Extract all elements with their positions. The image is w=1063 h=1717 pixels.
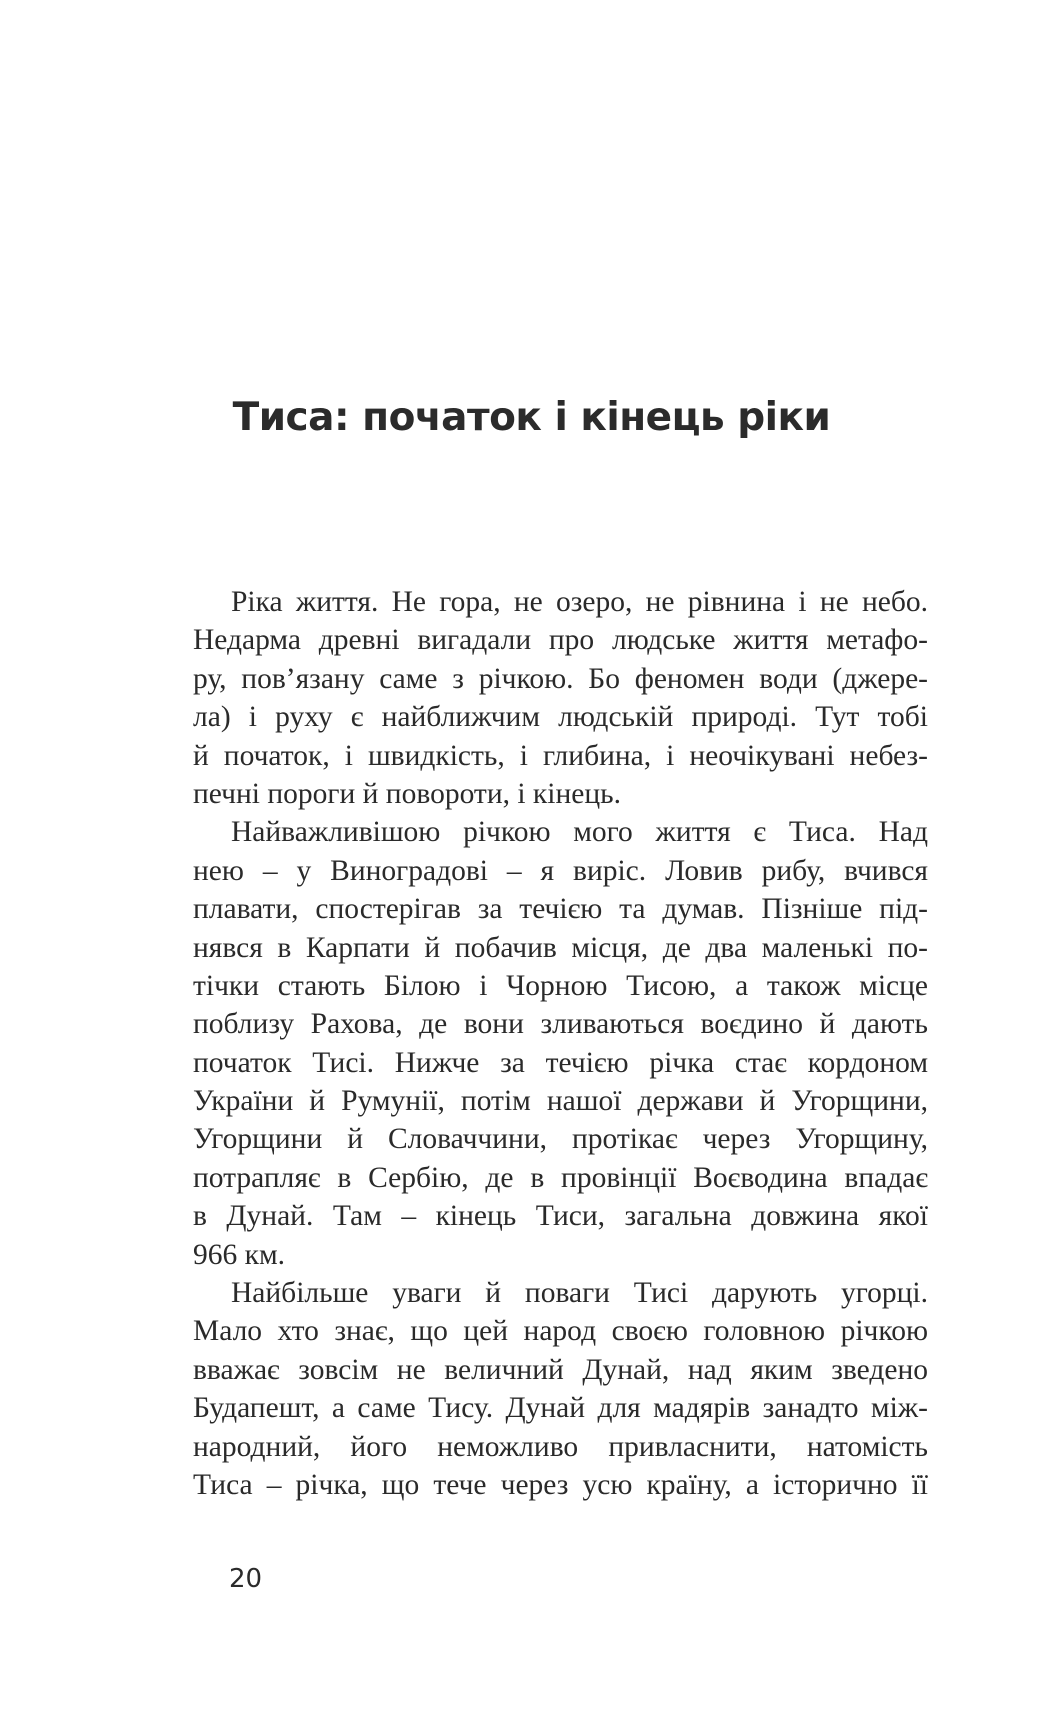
text-line: нею – у Виноградові – я виріс. Ловив рибу, вчився	[193, 854, 928, 887]
text-line: початок Тисі. Нижче за течією річка стає кордоном	[193, 1046, 928, 1079]
paragraph	[193, 583, 928, 813]
text-line: Недарма древні вигадали про людське життя метафо-	[193, 624, 928, 657]
text-line: потрапляє в Сербію, де в провінції Воєводина впадає	[193, 1161, 928, 1194]
paragraph	[193, 813, 928, 1274]
text-line: України й Румунії, потім нашої держави й Угорщини,	[193, 1085, 928, 1118]
page-number: 20	[229, 1564, 263, 1594]
text-line: нявся в Карпати й побачив місця, де два маленькі по-	[193, 931, 928, 964]
text-line: Тиса – річка, що тече через усю країну, а історично її	[193, 1468, 928, 1501]
text-line: тічки стають Білою і Чорною Тисою, а також місце	[193, 969, 928, 1002]
text-line: Будапешт, а саме Тису. Дунай для мадярів занадто між-	[193, 1392, 928, 1425]
text-line: народний, його неможливо привласнити, натомість	[193, 1430, 928, 1463]
text-line: печні пороги й повороти, і кінець.	[193, 777, 621, 810]
text-line: 966 км.	[193, 1238, 286, 1271]
text-line: й початок, і швидкість, і глибина, і неочікувані небез-	[193, 739, 928, 772]
text-line: Найбільше уваги й поваги Тисі дарують угорці.	[231, 1277, 928, 1310]
text-line: Ріка життя. Не гора, не озеро, не рівнина і не небо.	[231, 586, 928, 618]
text-line: поблизу Рахова, де вони зливаються воєдино й дають	[193, 1008, 928, 1041]
text-line: в Дунай. Там – кінець Тиси, загальна довжина якої	[193, 1200, 928, 1233]
chapter-title: Тиса: початок і кінець ріки	[232, 395, 831, 440]
text-line: ру, пов’язану саме з річкою. Бо феномен води (джере-	[193, 662, 928, 695]
paragraph	[193, 1274, 928, 1504]
text-line: Мало хто знає, що цей народ своєю головною річкою	[193, 1315, 928, 1348]
text-line: ла) і руху є найближчим людській природі. Тут тобі	[193, 701, 928, 734]
text-line: плавати, спостерігав за течією та думав. Пізніше під-	[193, 893, 928, 926]
body-text	[193, 583, 928, 1504]
text-line: Угорщини й Словаччини, протікає через Угорщину,	[193, 1123, 928, 1156]
text-line: Найважливішою річкою мого життя є Тиса. Над	[231, 816, 928, 849]
text-line: вважає зовсім не величний Дунай, над яким зведено	[193, 1353, 928, 1386]
